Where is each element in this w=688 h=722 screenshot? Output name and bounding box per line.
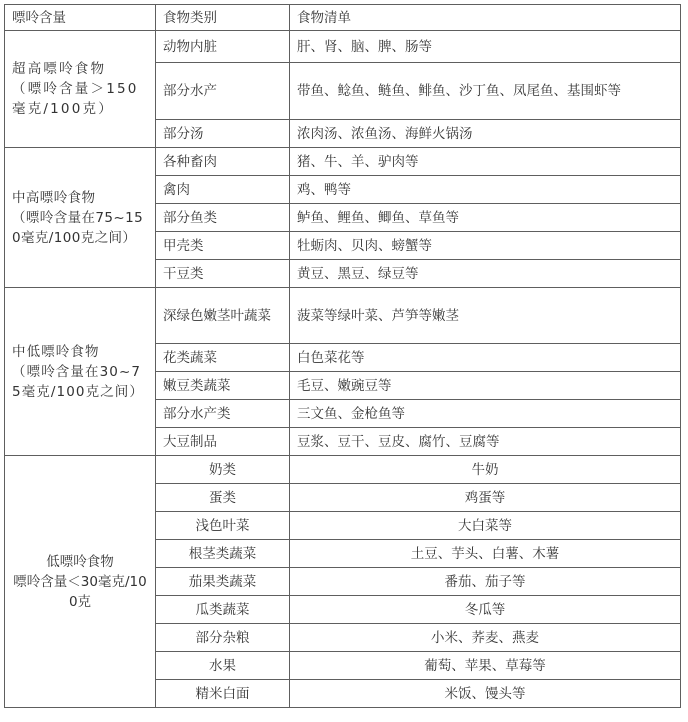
group-note: （嘌呤含量在30~75毫克/100克之间） xyxy=(12,363,145,400)
group-name: 超高嘌呤食物 xyxy=(12,61,107,77)
items-cell: 肝、肾、脑、脾、肠等 xyxy=(290,31,681,63)
table-row xyxy=(5,288,681,344)
category-cell: 精米白面 xyxy=(156,680,290,708)
items-cell: 牛奶 xyxy=(290,456,681,484)
items-cell: 大白菜等 xyxy=(290,512,681,540)
group-note: 嘌呤含量＜30毫克/100克 xyxy=(13,573,147,610)
items-cell: 鸡、鸭等 xyxy=(290,176,681,204)
items-cell: 冬瓜等 xyxy=(290,596,681,624)
table-row xyxy=(5,31,681,63)
category-cell: 茄果类蔬菜 xyxy=(156,568,290,596)
items-cell: 土豆、芋头、白薯、木薯 xyxy=(290,540,681,568)
items-cell: 猪、牛、羊、驴肉等 xyxy=(290,148,681,176)
items-cell: 米饭、馒头等 xyxy=(290,680,681,708)
items-cell: 葡萄、苹果、草莓等 xyxy=(290,652,681,680)
items-cell: 菠菜等绿叶菜、芦笋等嫩茎 xyxy=(290,288,681,344)
category-cell: 动物内脏 xyxy=(156,31,290,63)
category-cell: 甲壳类 xyxy=(156,232,290,260)
group-low-cell xyxy=(5,456,156,708)
table-row xyxy=(5,456,681,484)
group-note: （嘌呤含量在75~150毫克/100克之间） xyxy=(12,209,144,246)
group-mid-low-cell xyxy=(5,288,156,456)
items-cell: 黄豆、黑豆、绿豆等 xyxy=(290,260,681,288)
category-cell: 部分杂粮 xyxy=(156,624,290,652)
category-cell: 部分汤 xyxy=(156,120,290,148)
purine-food-table xyxy=(4,4,681,708)
category-cell: 禽肉 xyxy=(156,176,290,204)
category-cell: 花类蔬菜 xyxy=(156,344,290,372)
category-cell: 干豆类 xyxy=(156,260,290,288)
items-cell: 白色菜花等 xyxy=(290,344,681,372)
group-name: 低嘌呤食物 xyxy=(46,553,114,570)
header-row xyxy=(5,5,681,31)
category-cell: 部分水产类 xyxy=(156,400,290,428)
items-cell: 鲈鱼、鲤鱼、鲫鱼、草鱼等 xyxy=(290,204,681,232)
category-cell: 各种畜肉 xyxy=(156,148,290,176)
items-cell: 毛豆、嫩豌豆等 xyxy=(290,372,681,400)
items-cell: 鸡蛋等 xyxy=(290,484,681,512)
header-food-list: 食物清单 xyxy=(290,5,681,31)
category-cell: 蛋类 xyxy=(156,484,290,512)
header-purine-content: 嘌呤含量 xyxy=(5,5,156,31)
category-cell: 大豆制品 xyxy=(156,428,290,456)
items-cell: 番茄、茄子等 xyxy=(290,568,681,596)
group-name: 中低嘌呤食物 xyxy=(12,343,100,360)
group-note: （嘌呤含量＞150毫克/100克） xyxy=(12,81,139,117)
category-cell: 浅色叶菜 xyxy=(156,512,290,540)
items-cell: 小米、荞麦、燕麦 xyxy=(290,624,681,652)
category-cell: 部分水产 xyxy=(156,63,290,120)
category-cell: 根茎类蔬菜 xyxy=(156,540,290,568)
items-cell: 浓肉汤、浓鱼汤、海鲜火锅汤 xyxy=(290,120,681,148)
category-cell: 水果 xyxy=(156,652,290,680)
items-cell: 带鱼、鲶鱼、鲢鱼、鲱鱼、沙丁鱼、凤尾鱼、基围虾等 xyxy=(290,63,681,120)
items-cell: 三文鱼、金枪鱼等 xyxy=(290,400,681,428)
category-cell: 部分鱼类 xyxy=(156,204,290,232)
items-cell: 豆浆、豆干、豆皮、腐竹、豆腐等 xyxy=(290,428,681,456)
category-cell: 奶类 xyxy=(156,456,290,484)
group-ultra-high-cell xyxy=(5,31,156,148)
group-mid-high-cell xyxy=(5,148,156,288)
table-row xyxy=(5,148,681,176)
category-cell: 嫩豆类蔬菜 xyxy=(156,372,290,400)
group-name: 中高嘌呤食物 xyxy=(12,189,96,206)
category-cell: 瓜类蔬菜 xyxy=(156,596,290,624)
items-cell: 牡蛎肉、贝肉、螃蟹等 xyxy=(290,232,681,260)
category-cell: 深绿色嫩茎叶蔬菜 xyxy=(156,288,290,344)
header-food-category: 食物类别 xyxy=(156,5,290,31)
